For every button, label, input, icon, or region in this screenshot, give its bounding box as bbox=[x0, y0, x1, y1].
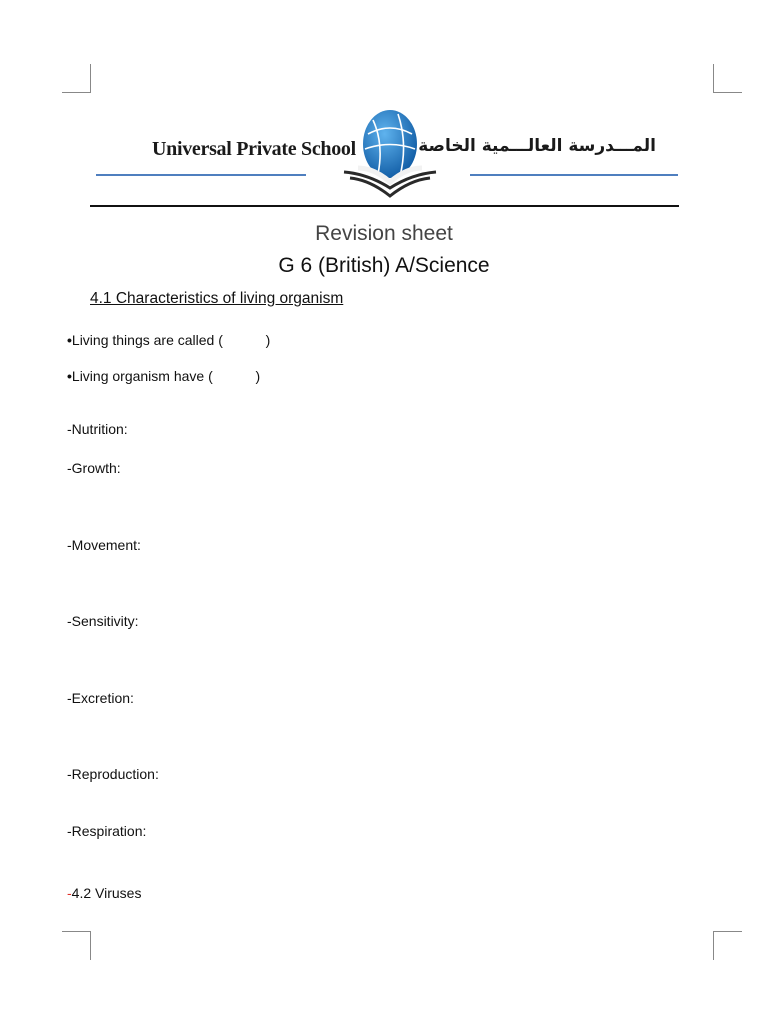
term-growth: -Growth: bbox=[67, 460, 121, 476]
crop-mark-bottom-right bbox=[713, 931, 742, 960]
header-blue-rule-left bbox=[96, 174, 306, 176]
crop-mark-top-left bbox=[62, 64, 91, 93]
red-dash-marker: - bbox=[67, 885, 72, 901]
section-heading: 4.1 Characteristics of living organism bbox=[90, 290, 344, 307]
term-respiration: -Respiration: bbox=[67, 823, 147, 839]
term-movement: -Movement: bbox=[67, 537, 141, 553]
bullet-item bbox=[67, 368, 260, 384]
header-divider bbox=[90, 205, 679, 207]
bullet-item bbox=[67, 332, 270, 348]
crop-mark-top-right bbox=[713, 64, 742, 93]
bullet-icon: • bbox=[67, 332, 72, 348]
term-sensitivity: -Sensitivity: bbox=[67, 613, 139, 629]
header-blue-rule-right bbox=[470, 174, 678, 176]
bullet-text: Living things are called ( ) bbox=[71, 332, 271, 348]
bullet-icon: • bbox=[67, 368, 72, 384]
document-subtitle: G 6 (British) A/Science bbox=[278, 254, 490, 277]
term-excretion: -Excretion: bbox=[67, 690, 134, 706]
bullet-text: Living organism have ( ) bbox=[71, 368, 261, 384]
school-name-english: Universal Private School bbox=[152, 138, 356, 160]
next-section-label: 4.2 Viruses bbox=[71, 885, 142, 901]
document-title: Revision sheet bbox=[315, 222, 453, 245]
term-reproduction: -Reproduction: bbox=[67, 766, 159, 782]
school-name-arabic: المـــدرسة العالـــمية الخاصة bbox=[418, 136, 656, 156]
term-nutrition: -Nutrition: bbox=[67, 421, 128, 437]
next-section-heading bbox=[67, 885, 141, 901]
crop-mark-bottom-left bbox=[62, 931, 91, 960]
